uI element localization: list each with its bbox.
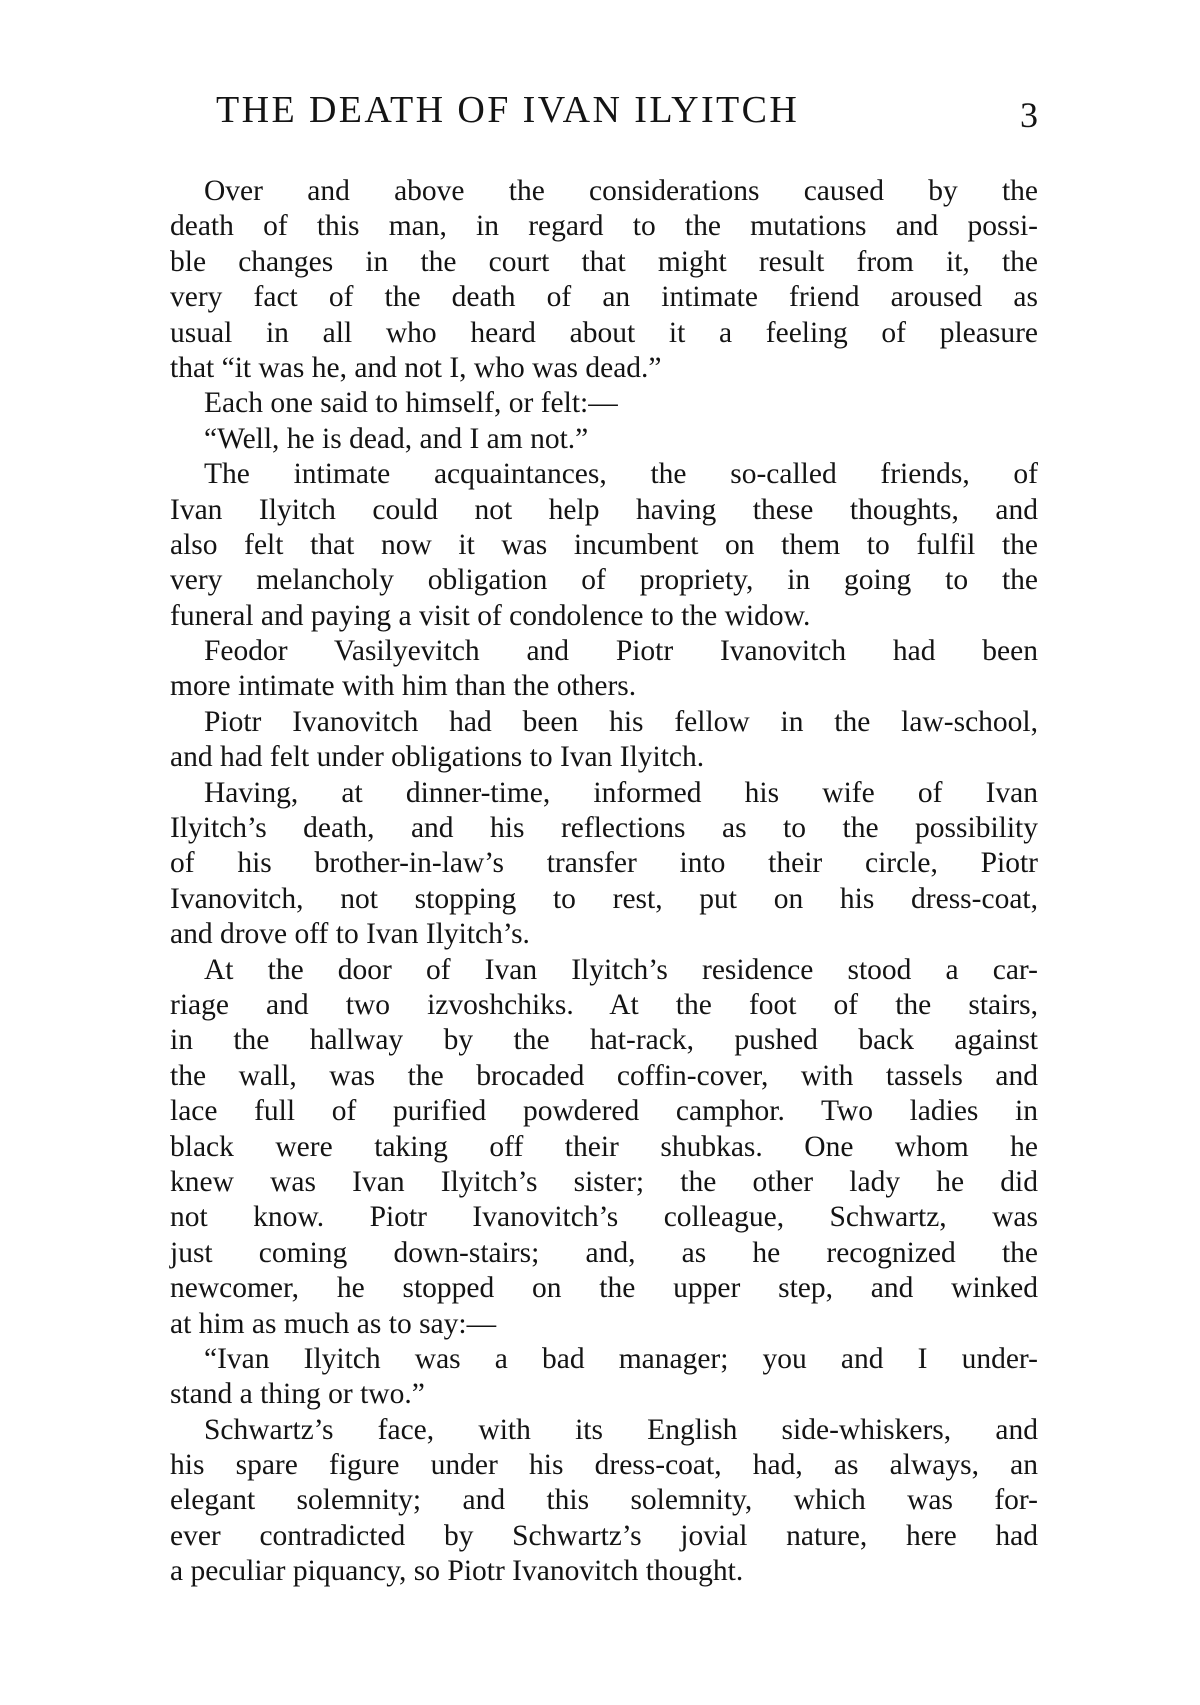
- text-line: Schwartz’s face, with its English side-whiskers, and: [204, 1413, 1038, 1446]
- text-line: and drove off to Ivan Ilyitch’s.: [170, 918, 530, 951]
- running-title: THE DEATH OF IVAN ILYITCH: [216, 89, 800, 131]
- page-header: [170, 88, 1038, 138]
- text-line: funeral and paying a visit of condolence to the widow.: [170, 599, 811, 632]
- paragraph: [170, 634, 1038, 705]
- text-line: stand a thing or two.”: [170, 1378, 425, 1411]
- text-line: “Well, he is dead, and I am not.”: [204, 422, 589, 455]
- text-line: also felt that now it was incumbent on them to fulfil the: [170, 528, 1038, 561]
- text-line: Over and above the considerations caused by the: [204, 175, 1038, 207]
- text-line: Ilyitch’s death, and his reflections as to the possibility: [170, 812, 1038, 845]
- paragraph: [170, 1413, 1038, 1590]
- text-line: Feodor Vasilyevitch and Piotr Ivanovitch had been: [204, 635, 1038, 668]
- text-line: of his brother-in-law’s transfer into their circle, Piotr: [170, 847, 1038, 880]
- text-line: not know. Piotr Ivanovitch’s colleague, Schwartz, was: [170, 1201, 1038, 1234]
- page-number: 3: [1020, 95, 1038, 135]
- text-line: the wall, was the brocaded coffin-cover, with tassels and: [170, 1059, 1038, 1092]
- text-line: Each one said to himself, or felt:—: [204, 387, 618, 420]
- text-line: his spare figure under his dress-coat, had, as always, an: [170, 1449, 1038, 1482]
- text-line: very melancholy obligation of propriety, in going to the: [170, 564, 1038, 597]
- paragraph: [170, 422, 1038, 457]
- text-line: Having, at dinner-time, informed his wife of Ivan: [204, 776, 1038, 809]
- paragraph: [170, 705, 1038, 776]
- text-line: more intimate with him than the others.: [170, 670, 637, 703]
- text-line: Ivan Ilyitch could not help having these thoughts, and: [170, 493, 1038, 526]
- text-line: usual in all who heard about it a feeling of pleasure: [170, 316, 1038, 349]
- text-line: elegant solemnity; and this solemnity, which was for-: [170, 1484, 1038, 1517]
- text-line: knew was Ivan Ilyitch’s sister; the other lady he did: [170, 1165, 1038, 1198]
- text-line: riage and two izvoshchiks. At the foot of the stairs,: [170, 988, 1038, 1021]
- text-line: ble changes in the court that might result from it, the: [170, 245, 1038, 278]
- paragraph: [170, 1342, 1038, 1413]
- text-line: At the door of Ivan Ilyitch’s residence stood a car-: [204, 953, 1038, 986]
- paragraph: [170, 386, 1038, 421]
- text-line: very fact of the death of an intimate friend aroused as: [170, 281, 1038, 314]
- paragraph: [170, 174, 1038, 386]
- text-line: at him as much as to say:—: [170, 1307, 497, 1340]
- paragraph: [170, 953, 1038, 1342]
- text-line: Ivanovitch, not stopping to rest, put on his dress-coat,: [170, 882, 1038, 915]
- paragraph: [170, 457, 1038, 634]
- text-line: a peculiar piquancy, so Piotr Ivanovitch thought.: [170, 1555, 744, 1588]
- paragraph: [170, 776, 1038, 953]
- text-line: just coming down-stairs; and, as he recognized the: [170, 1236, 1038, 1269]
- body-text: [170, 174, 1038, 1590]
- text-line: newcomer, he stopped on the upper step, and winked: [170, 1272, 1038, 1305]
- text-line: black were taking off their shubkas. One whom he: [170, 1130, 1038, 1163]
- text-line: The intimate acquaintances, the so-called friends, of: [204, 458, 1038, 491]
- text-line: “Ivan Ilyitch was a bad manager; you and I under-: [204, 1342, 1038, 1375]
- book-page: [170, 0, 1038, 1705]
- text-line: and had felt under obligations to Ivan Ilyitch.: [170, 741, 705, 774]
- text-line: ever contradicted by Schwartz’s jovial nature, here had: [170, 1519, 1038, 1552]
- text-line: that “it was he, and not I, who was dead.”: [170, 351, 662, 384]
- text-line: death of this man, in regard to the mutations and possi-: [170, 210, 1038, 243]
- text-line: lace full of purified powdered camphor. Two ladies in: [170, 1095, 1038, 1128]
- text-line: Piotr Ivanovitch had been his fellow in the law-school,: [204, 705, 1038, 738]
- text-line: in the hallway by the hat-rack, pushed back against: [170, 1024, 1038, 1057]
